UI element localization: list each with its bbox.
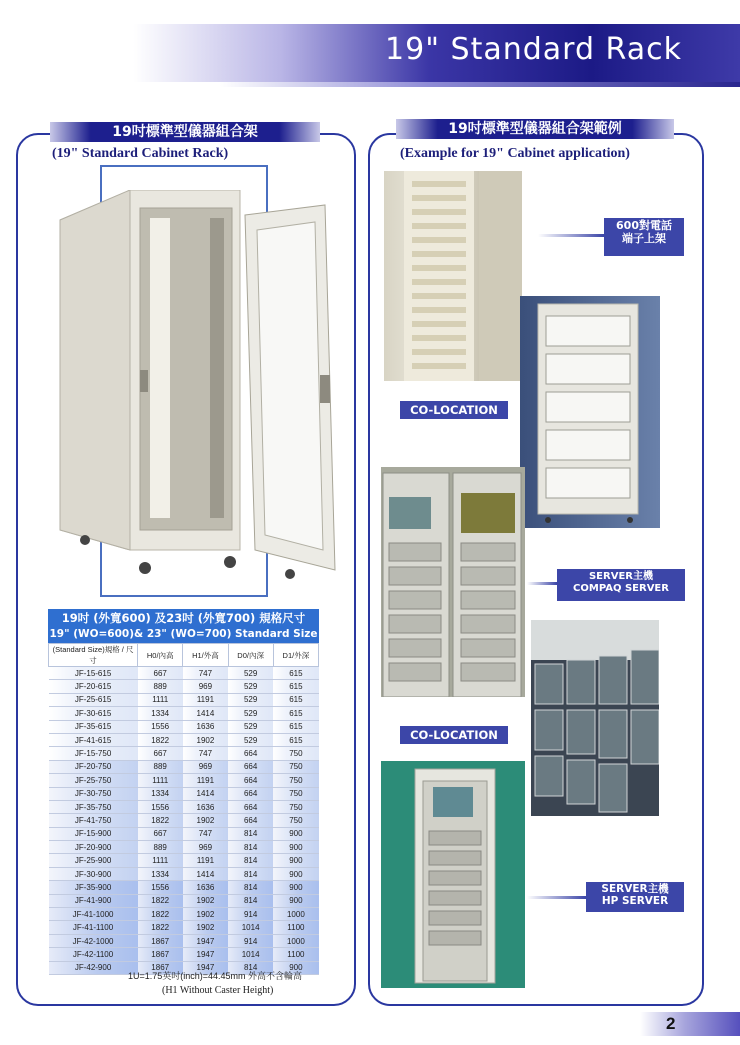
spec-cell: 1867 <box>138 934 183 947</box>
spec-cell: 529 <box>228 693 273 706</box>
spec-cell: 747 <box>183 667 228 680</box>
spec-cell: 1867 <box>138 948 183 961</box>
spec-row <box>49 800 319 813</box>
spec-cell: 615 <box>273 733 318 746</box>
spec-cell: JF-25-615 <box>49 693 138 706</box>
spec-cell: 750 <box>273 760 318 773</box>
spec-cell: JF-42-1100 <box>49 948 138 961</box>
co-location-room-photo <box>531 620 659 816</box>
spec-cell: 814 <box>228 827 273 840</box>
spec-cell: JF-25-900 <box>49 854 138 867</box>
spec-cell: 615 <box>273 667 318 680</box>
spec-cell: 814 <box>228 961 273 974</box>
spec-cell: JF-30-900 <box>49 867 138 880</box>
spec-cell: 900 <box>273 854 318 867</box>
spec-cell: 750 <box>273 814 318 827</box>
spec-grid <box>48 643 319 975</box>
spec-cell: 900 <box>273 841 318 854</box>
label-compaq-server: SERVER主機 COMPAQ SERVER <box>557 569 685 601</box>
spec-cell: 1000 <box>273 934 318 947</box>
spec-cell: 1191 <box>183 693 228 706</box>
spec-cell: JF-35-615 <box>49 720 138 733</box>
spec-cell: 667 <box>138 667 183 680</box>
spec-cell: 969 <box>183 841 228 854</box>
right-panel-tab-title: 19吋標準型儀器組合架範例 <box>396 119 674 139</box>
label-hp-server: SERVER主機 HP SERVER <box>586 882 684 912</box>
left-panel-tab-title: 19吋標準型儀器組合架 <box>50 122 320 142</box>
spec-cell: 814 <box>228 881 273 894</box>
spec-cell: 814 <box>228 854 273 867</box>
spec-cell: 529 <box>228 733 273 746</box>
spec-cell: 1947 <box>183 948 228 961</box>
spec-cell: 615 <box>273 693 318 706</box>
spec-cell: 1334 <box>138 707 183 720</box>
spec-header-row <box>49 644 319 667</box>
spec-cell: 1902 <box>183 814 228 827</box>
header-underline <box>220 82 740 87</box>
spec-cell: 615 <box>273 720 318 733</box>
label-co-location-1: CO-LOCATION <box>400 401 508 419</box>
spec-row <box>49 908 319 921</box>
spec-cell: JF-41-1100 <box>49 921 138 934</box>
spec-cell: 889 <box>138 841 183 854</box>
spec-cell: 1414 <box>183 867 228 880</box>
spec-cell: 529 <box>228 707 273 720</box>
spec-cell: 1947 <box>183 961 228 974</box>
spec-cell: JF-35-900 <box>49 881 138 894</box>
spec-row <box>49 733 319 746</box>
spec-cell: JF-35-750 <box>49 800 138 813</box>
col-header-d1: D1/外深 <box>273 644 318 667</box>
spec-cell: JF-15-750 <box>49 747 138 760</box>
spec-cell: 529 <box>228 667 273 680</box>
spec-cell: 1556 <box>138 881 183 894</box>
spec-cell: 1822 <box>138 921 183 934</box>
spec-cell: 1111 <box>138 854 183 867</box>
spec-cell: 1014 <box>228 921 273 934</box>
spec-cell: 615 <box>273 707 318 720</box>
spec-cell: 1014 <box>228 948 273 961</box>
spec-cell: 747 <box>183 827 228 840</box>
spec-row <box>49 707 319 720</box>
spec-table-subtitle: 19" (WO=600)& 23" (WO=700) Standard Size <box>49 628 318 640</box>
spec-row <box>49 680 319 693</box>
spec-table-title: 19吋 (外寬600) 及23吋 (外寬700) 規格尺寸 <box>61 611 306 625</box>
spec-cell: 1100 <box>273 921 318 934</box>
spec-cell: 667 <box>138 827 183 840</box>
spec-cell: JF-41-1000 <box>49 908 138 921</box>
spec-cell: 969 <box>183 680 228 693</box>
spec-cell: 900 <box>273 894 318 907</box>
spec-row <box>49 921 319 934</box>
cabinet-rack-image <box>50 190 350 585</box>
spec-cell: 1636 <box>183 720 228 733</box>
spec-cell: 1000 <box>273 908 318 921</box>
spec-row <box>49 948 319 961</box>
col-header-size: (Standard Size)規格 / 尺寸 <box>49 644 138 667</box>
spec-cell: 664 <box>228 814 273 827</box>
spec-row <box>49 894 319 907</box>
spec-cell: 900 <box>273 961 318 974</box>
spec-row <box>49 774 319 787</box>
spec-cell: 1902 <box>183 921 228 934</box>
spec-row <box>49 934 319 947</box>
spec-table <box>48 609 319 975</box>
spec-cell: JF-41-750 <box>49 814 138 827</box>
spec-cell: JF-41-900 <box>49 894 138 907</box>
spec-cell: 900 <box>273 881 318 894</box>
spec-cell: 1902 <box>183 894 228 907</box>
spec-cell: JF-25-750 <box>49 774 138 787</box>
spec-cell: 1636 <box>183 800 228 813</box>
spec-cell: JF-15-900 <box>49 827 138 840</box>
spec-cell: 750 <box>273 800 318 813</box>
col-header-h0: H0/內高 <box>138 644 183 667</box>
spec-cell: JF-42-900 <box>49 961 138 974</box>
spec-cell: 914 <box>228 908 273 921</box>
co-location-cabinet-photo <box>520 296 660 528</box>
spec-row <box>49 667 319 680</box>
label-co-location-2: CO-LOCATION <box>400 726 508 744</box>
spec-cell: 1334 <box>138 787 183 800</box>
spec-row <box>49 693 319 706</box>
compaq-server-photo <box>381 467 525 697</box>
caster-note: (H1 Without Caster Height) <box>162 985 274 996</box>
spec-cell: 750 <box>273 774 318 787</box>
spec-cell: 1111 <box>138 693 183 706</box>
spec-cell: 1334 <box>138 867 183 880</box>
spec-cell: 900 <box>273 827 318 840</box>
spec-row <box>49 854 319 867</box>
spec-cell: 750 <box>273 747 318 760</box>
spec-cell: 1636 <box>183 881 228 894</box>
spec-cell: 1414 <box>183 707 228 720</box>
spec-cell: 889 <box>138 680 183 693</box>
spec-cell: JF-15-615 <box>49 667 138 680</box>
spec-cell: 1100 <box>273 948 318 961</box>
spec-cell: 1822 <box>138 894 183 907</box>
spec-cell: 1111 <box>138 774 183 787</box>
spec-cell: 1556 <box>138 720 183 733</box>
telephone-terminal-rack-photo <box>384 171 522 381</box>
unit-note: 1U=1.75英吋(inch)=44.45mm 外高不含輪高 <box>128 971 303 981</box>
col-header-h1: H1/外高 <box>183 644 228 667</box>
spec-row <box>49 867 319 880</box>
hp-server-photo <box>381 761 525 988</box>
col-header-d0: D0/內深 <box>228 644 273 667</box>
spec-cell: JF-41-615 <box>49 733 138 746</box>
spec-cell: JF-20-615 <box>49 680 138 693</box>
spec-cell: JF-30-615 <box>49 707 138 720</box>
spec-row <box>49 787 319 800</box>
spec-cell: 1191 <box>183 854 228 867</box>
spec-cell: 529 <box>228 680 273 693</box>
spec-cell: 969 <box>183 760 228 773</box>
spec-cell: 1822 <box>138 814 183 827</box>
spec-cell: 664 <box>228 747 273 760</box>
spec-cell: 1947 <box>183 934 228 947</box>
spec-cell: 814 <box>228 841 273 854</box>
spec-cell: JF-30-750 <box>49 787 138 800</box>
page-number-bar <box>640 1012 740 1036</box>
spec-cell: 814 <box>228 867 273 880</box>
spec-cell: 1556 <box>138 800 183 813</box>
spec-cell: 750 <box>273 787 318 800</box>
spec-cell: 900 <box>273 867 318 880</box>
spec-cell: 1191 <box>183 774 228 787</box>
spec-cell: 1902 <box>183 733 228 746</box>
spec-cell: 1414 <box>183 787 228 800</box>
page-number: 2 <box>666 1014 676 1033</box>
spec-row <box>49 841 319 854</box>
spec-cell: JF-20-900 <box>49 841 138 854</box>
label-connector-server1 <box>527 582 557 585</box>
spec-row <box>49 760 319 773</box>
page-title: 19" Standard Rack <box>385 32 682 67</box>
left-panel-subtitle: (19" Standard Cabinet Rack) <box>52 146 229 161</box>
spec-cell: JF-42-1000 <box>49 934 138 947</box>
spec-row <box>49 827 319 840</box>
spec-cell: 1822 <box>138 733 183 746</box>
spec-cell: 615 <box>273 680 318 693</box>
spec-cell: 1822 <box>138 908 183 921</box>
spec-cell: JF-20-750 <box>49 760 138 773</box>
spec-row <box>49 881 319 894</box>
spec-cell: 814 <box>228 894 273 907</box>
label-connector-600 <box>538 234 604 237</box>
spec-cell: 664 <box>228 760 273 773</box>
spec-row <box>49 814 319 827</box>
spec-cell: 667 <box>138 747 183 760</box>
spec-cell: 889 <box>138 760 183 773</box>
label-600-pair-terminal: 600對電話 端子上架 <box>604 218 684 256</box>
spec-row <box>49 747 319 760</box>
spec-cell: 664 <box>228 787 273 800</box>
spec-cell: 529 <box>228 720 273 733</box>
spec-cell: 1902 <box>183 908 228 921</box>
spec-row <box>49 720 319 733</box>
spec-cell: 664 <box>228 800 273 813</box>
spec-cell: 664 <box>228 774 273 787</box>
label-connector-server2 <box>527 896 586 899</box>
spec-cell: 747 <box>183 747 228 760</box>
spec-cell: 1867 <box>138 961 183 974</box>
right-panel-subtitle: (Example for 19" Cabinet application) <box>400 146 630 161</box>
spec-cell: 914 <box>228 934 273 947</box>
